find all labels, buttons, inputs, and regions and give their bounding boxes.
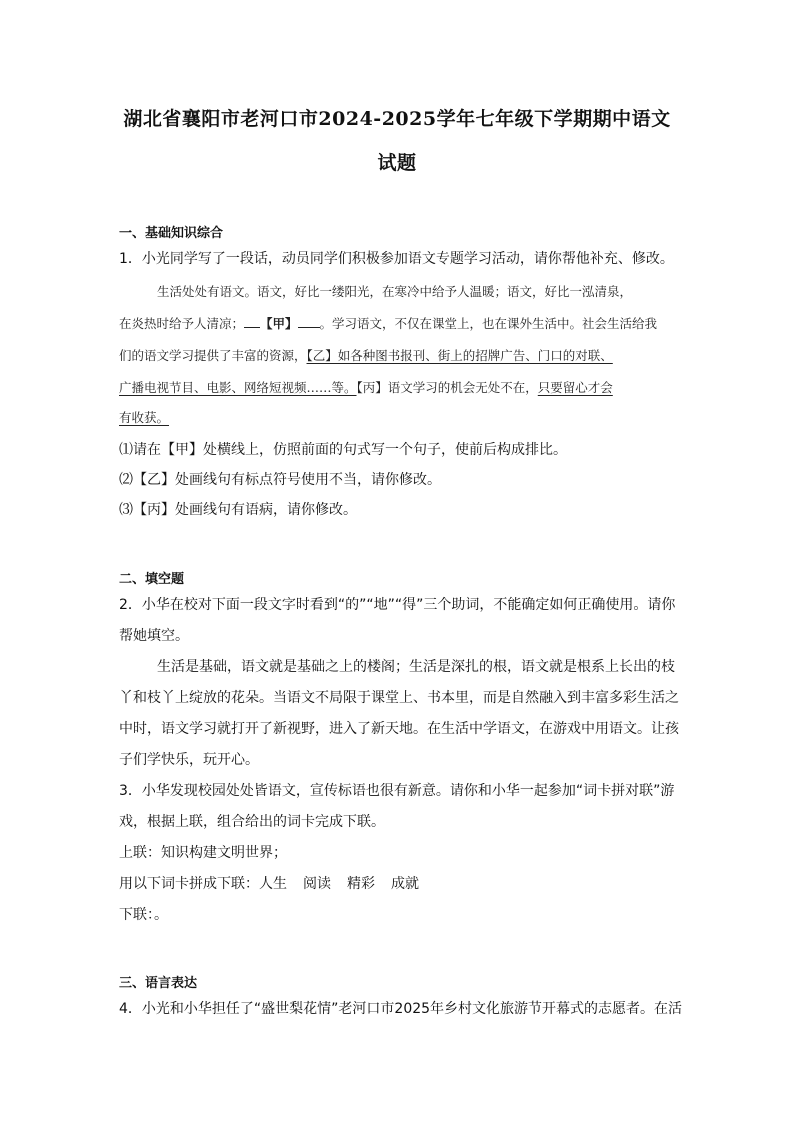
page-title-line1: 湖北省襄阳市老河口市2024-2025学年七年级下学期期中语文 [123, 108, 671, 130]
underlined-yi: 【乙】如各种图书报刊、街上的招牌广告、门口的对联、 [306, 348, 613, 363]
word-card: 阅读 [303, 876, 331, 892]
q3-lower-couplet: 下联：。 [119, 907, 168, 923]
q3-line2: 戏，根据上联，组合给出的词卡完成下联。 [119, 814, 385, 830]
word-card: 精彩 [347, 876, 375, 892]
passage-text: 。学习语文，不仅在课堂上，也在课外生活中。社会生活给我 [319, 316, 658, 331]
q3-line1: 3．小华发现校园处处皆语文，宣传标语也很有新意。请你和小华一起参加“词卡拼对联”游 [119, 783, 675, 799]
page-title-line2: 试题 [377, 152, 417, 174]
passage-text: 们的语文学习提供了丰富的资源， [119, 348, 307, 363]
blank-line [244, 315, 260, 328]
underlined-yi-cont: 广播电视节目、电影、网络短视频……等。 [119, 380, 357, 395]
marker-bing: 【丙】语文学习的机会无处不在， [356, 380, 538, 395]
section3-heading: 三、语言表达 [119, 976, 198, 991]
marker-jia: 【甲】 [260, 316, 298, 331]
underlined-bing: 只要留心才会 [537, 380, 613, 395]
q1-sub1: ⑴请在【甲】处横线上，仿照前面的句式写一个句子，使前后构成排比。 [119, 442, 567, 458]
q4-line1: 4．小光和小华担任了“盛世梨花情”老河口市2025年乡村文化旅游节开幕式的志愿者。在活 [119, 1001, 683, 1017]
q2-line2: 帮她填空。 [119, 628, 189, 644]
section1-heading: 一、基础知识综合 [119, 226, 224, 241]
section2-heading: 二、填空题 [119, 572, 185, 587]
q2-passage-line4: 子们学快乐，玩开心。 [119, 752, 259, 768]
q1-stem: 1．小光同学写了一段话，动员同学们积极参加语文专题学习活动，请你帮他补充、修改。 [119, 251, 674, 267]
q1-passage-line3 [119, 346, 613, 364]
q2-passage-line1: 生活是基础，语文就是基础之上的楼阁；生活是深扎的根，语文就是根系上长出的枝 [157, 659, 675, 675]
q1-sub2: ⑵【乙】处画线句有标点符号使用不当，请你修改。 [119, 472, 441, 488]
q1-sub3: ⑶【丙】处画线句有语病，请你修改。 [119, 502, 357, 518]
q1-passage-line2 [119, 314, 657, 332]
word-card: 人生 [259, 876, 287, 892]
q1-passage-line1: 生活处处有语文。语文，好比一缕阳光，在寒冷中给予人温暖；语文，好比一泓清泉， [157, 284, 633, 299]
q3-word-cards [119, 873, 419, 893]
q2-passage-line2: 丫和枝丫上绽放的花朵。当语文不局限于课堂上、书本里，而是自然融入到丰富多彩生活之 [119, 690, 679, 706]
q1-passage-line5: 有收获。 [119, 410, 170, 425]
passage-text: 在炎热时给予人清凉； [119, 316, 245, 331]
q1-passage-line4 [119, 378, 613, 396]
q2-line1: 2．小华在校对下面一段文字时看到“的”“地”“得”三个助词，不能确定如何正确使用。请你 [119, 597, 676, 613]
blank-line [298, 315, 320, 328]
q3-upper-couplet: 上联：知识构建文明世界； [119, 845, 287, 861]
q2-passage-line3: 中时，语文学习就打开了新视野，进入了新天地。在生活中学语文，在游戏中用语文。让孩 [119, 721, 679, 737]
cards-label: 用以下词卡拼成下联： [119, 876, 259, 892]
word-card: 成就 [391, 876, 419, 892]
